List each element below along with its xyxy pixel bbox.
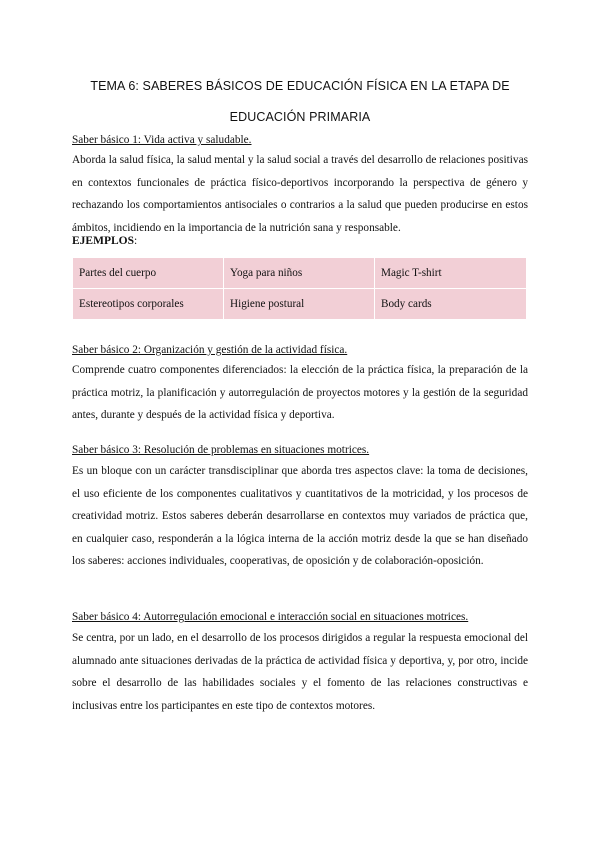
- table-cell: Higiene postural: [224, 289, 375, 320]
- section-4-body: Se centra, por un lado, en el desarrollo de los procesos dirigidos a regular la respuesta emocional del alumnado ante situaciones derivadas de la práctica de actividad física y deportiva, y, por otro, incide sobre el desarrollo de las habilidades sociales y el fomento de las relaciones constructivas e inclusivas entre los participantes en este tipo de contextos motores.: [72, 632, 528, 712]
- table-cell: Body cards: [375, 289, 527, 320]
- table-cell: Estereotipos corporales: [73, 289, 224, 320]
- table-row: [73, 289, 527, 320]
- section-4-heading: Saber básico 4: Autorregulación emocional e interacción social en situaciones motrices.: [72, 611, 469, 623]
- document-title-line-2: EDUCACIÓN PRIMARIA: [229, 110, 371, 124]
- examples-table: [72, 257, 527, 320]
- examples-label-colon: :: [133, 235, 138, 247]
- table-cell: Yoga para niños: [224, 258, 375, 289]
- examples-label: [72, 235, 137, 247]
- section-1-body: Aborda la salud física, la salud mental y la salud social a través del desarrollo de relaciones positivas en contextos funcionales de práctica físico-deportivos incorporando la perspectiva de género y rechazando los comportamientos antisociales o contrarios a la salud que pueden producirse en estos ámbitos, incidiendo en la importancia de la nutrición sana y responsable.: [72, 154, 528, 234]
- section-2-heading: Saber básico 2: Organización y gestión de la actividad física.: [72, 344, 348, 356]
- section-1-heading: Saber básico 1: Vida activa y saludable.: [72, 134, 252, 146]
- table-row: [73, 258, 527, 289]
- examples-label-text: EJEMPLOS: [72, 235, 134, 247]
- document-title-line-1: TEMA 6: SABERES BÁSICOS DE EDUCACIÓN FÍSICA EN LA ETAPA DE: [90, 79, 510, 93]
- section-3-heading: Saber básico 3: Resolución de problemas en situaciones motrices.: [72, 444, 370, 456]
- section-2-body: Comprende cuatro componentes diferenciados: la elección de la práctica física, la preparación de la práctica motriz, la planificación y autorregulación de proyectos motores y la gestión de la seguridad antes, durante y después de la actividad física y deportiva.: [72, 364, 528, 421]
- table-cell: Magic T-shirt: [375, 258, 527, 289]
- section-3-body: Es un bloque con un carácter transdisciplinar que aborda tres aspectos clave: la toma de decisiones, el uso eficiente de los componentes cualitativos y cuantitativos de la motricidad, y los procesos de creatividad motriz. Estos saberes deberán desarrollarse en contextos muy variados de práctica que, en cualquier caso, responderán a la lógica interna de la acción motriz desde la que se han diseñado los saberes: acciones individuales, cooperativas, de oposición y de colaboración-oposición.: [72, 465, 528, 567]
- table-cell: Partes del cuerpo: [73, 258, 224, 289]
